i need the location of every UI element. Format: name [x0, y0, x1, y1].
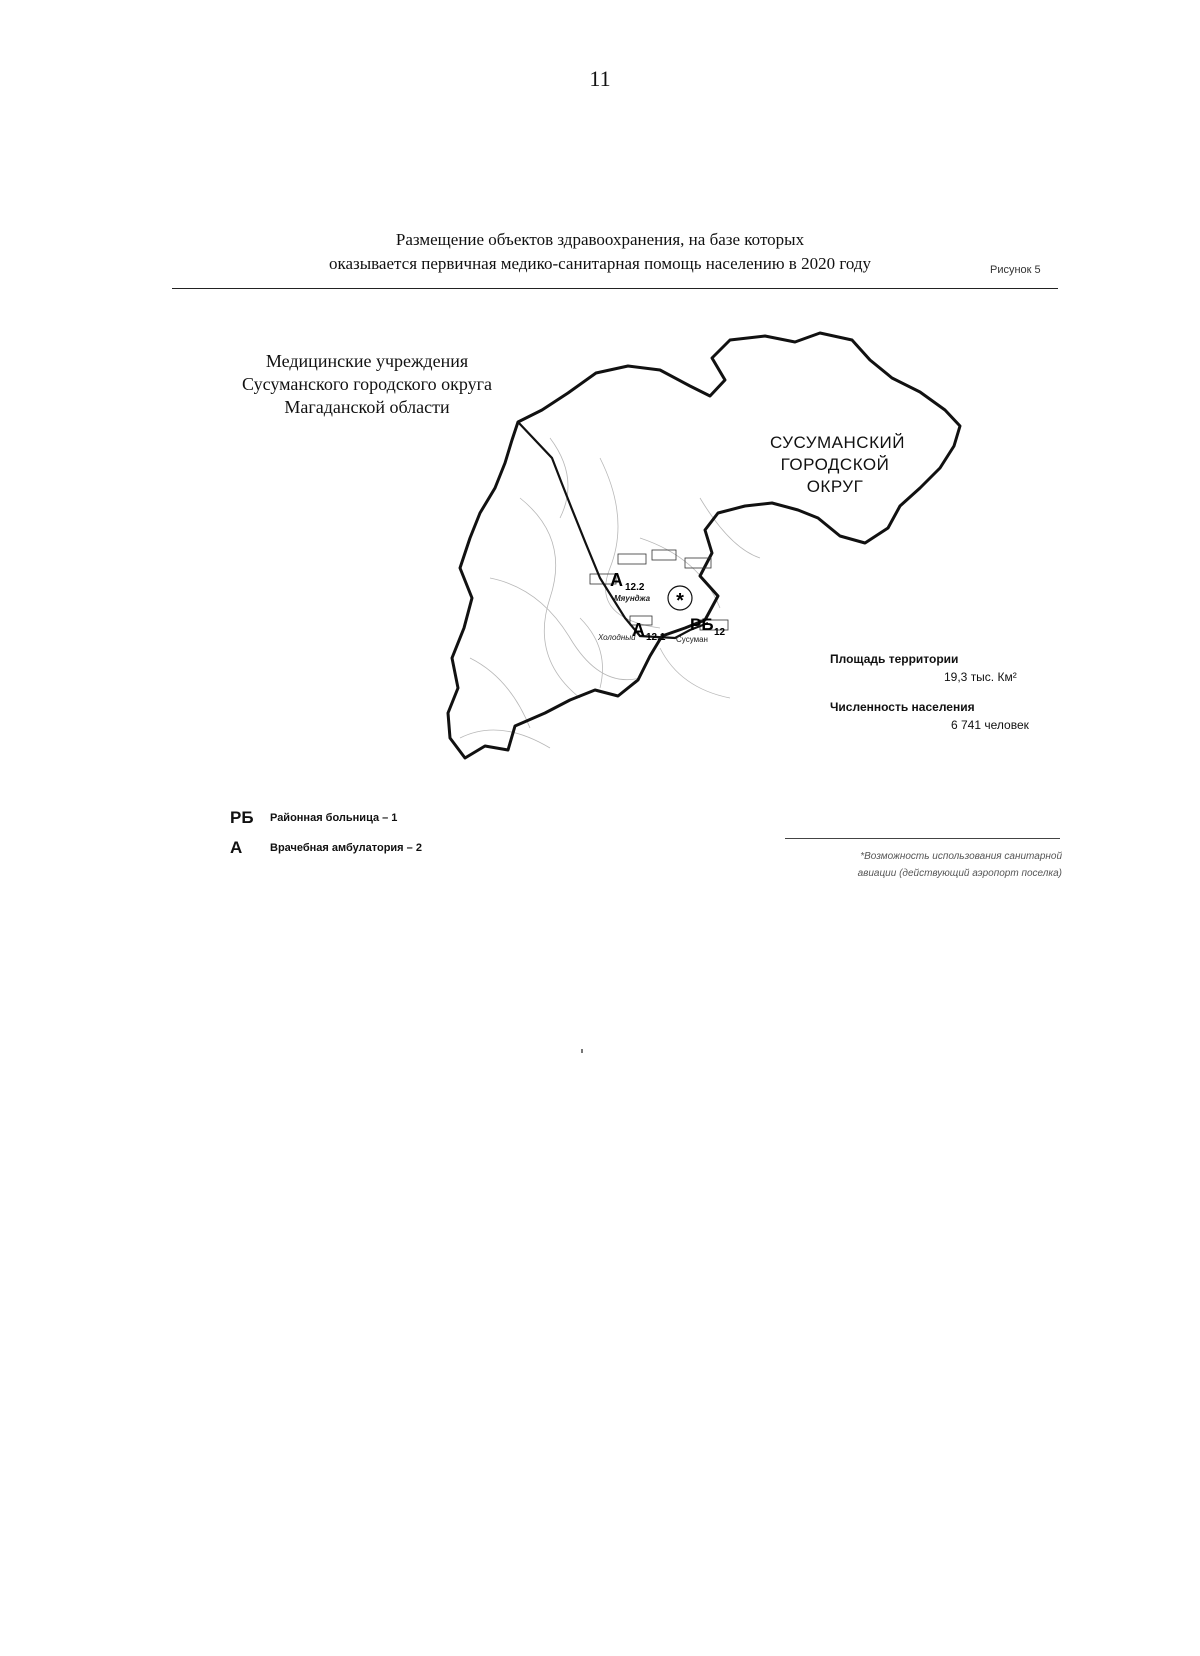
org-title-line-2: Сусуманского городского округа [242, 374, 492, 394]
district-map [400, 318, 1040, 808]
marker-12-2-code: 12.2 [625, 582, 645, 593]
figure-title-line-2: оказывается первичная медико-санитарная помощь населению в 2020 году [328, 254, 872, 273]
airport-symbol: * [676, 590, 684, 612]
title-divider [172, 288, 1058, 289]
org-title-line-1: Медицинские учреждения [265, 351, 469, 371]
district-name [770, 432, 905, 498]
legend-symbol-ambulatory: A [230, 838, 243, 857]
footnote-line-2: авиации (действующий аэропорт поселка) [857, 868, 1062, 879]
population-value: 6 741 человек [951, 718, 1029, 732]
marker-12-settlement: Сусуман [676, 635, 708, 644]
org-title-line-3: Магаданской области [284, 397, 450, 417]
district-name-line-2: ГОРОДСКОЙ [780, 455, 890, 474]
marker-12-1-code: 12.1 [646, 632, 666, 643]
district-name-line-1: СУСУМАНСКИЙ [770, 433, 905, 452]
marker-12-1-settlement: Холодный [598, 633, 636, 642]
page-number: 11 [589, 66, 611, 91]
figure-title-line-1: Размещение объектов здравоохранения, на базе которых [395, 230, 805, 249]
legend-symbol-district-hospital: РБ [230, 808, 254, 827]
figure-title [300, 228, 900, 276]
legend-label-district-hospital: Районная больница – 1 [270, 812, 398, 824]
area-value: 19,3 тыс. Км² [944, 670, 1017, 684]
footnote [800, 848, 1062, 882]
scan-speck [581, 1049, 583, 1053]
legend-label-ambulatory: Врачебная амбулатория – 2 [270, 842, 422, 854]
district-name-line-3: ОКРУГ [806, 477, 864, 496]
figure-label: Рисунок 5 [990, 264, 1041, 276]
footnote-divider [785, 838, 1060, 839]
marker-12-1-symbol: A [632, 620, 645, 640]
legend-item-ambulatory [230, 838, 422, 858]
marker-12-2-settlement: Мяунджа [614, 594, 651, 603]
marker-12-2-symbol: A [610, 570, 623, 590]
population-label: Численность населения [830, 700, 975, 714]
footnote-line-1: *Возможность использования санитарной [860, 851, 1062, 862]
marker-12-symbol: РБ [690, 615, 714, 634]
legend-item-district-hospital [230, 808, 397, 828]
marker-12-code: 12 [714, 627, 726, 638]
district-boundary [448, 333, 960, 758]
area-label: Площадь территории [830, 652, 959, 666]
